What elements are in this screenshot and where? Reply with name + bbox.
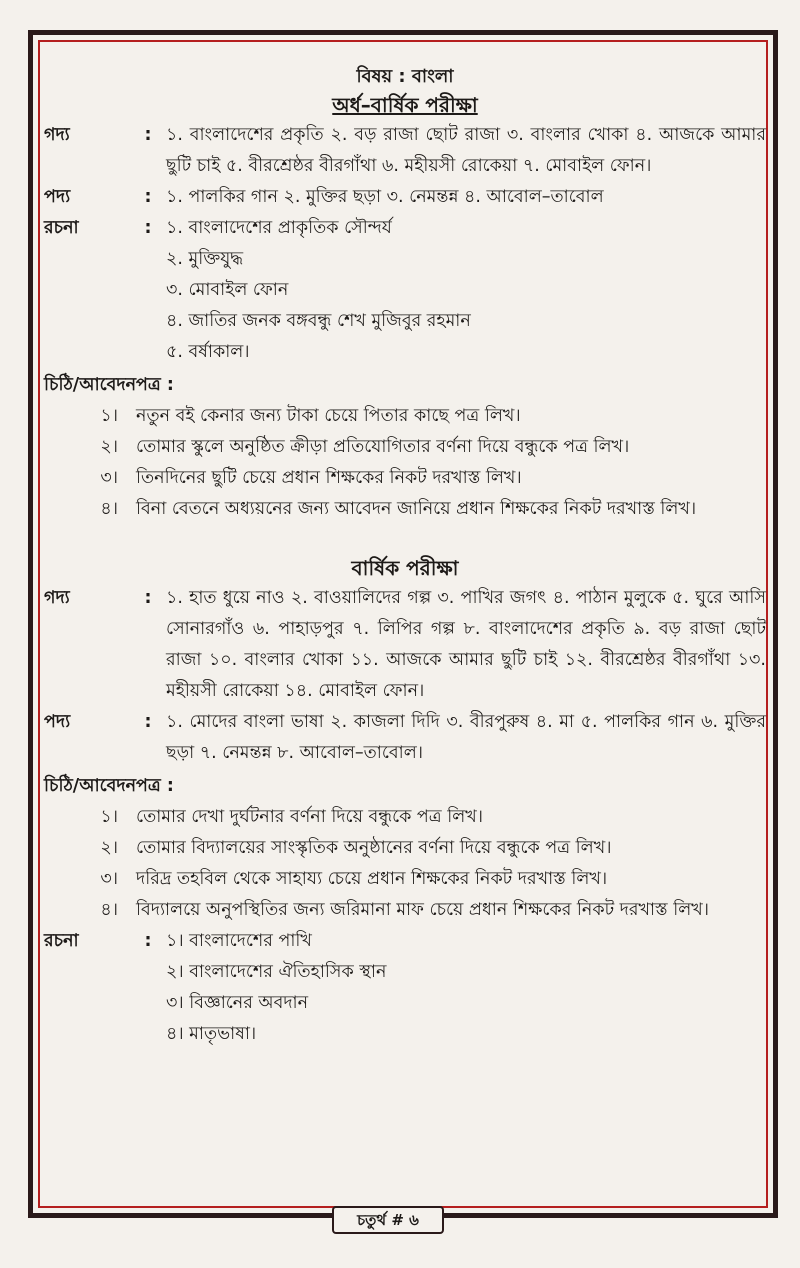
essay-label: রচনা bbox=[44, 218, 79, 238]
item-number: ৩। bbox=[100, 468, 118, 488]
list-item: ৩. মোবাইল ফোন bbox=[166, 280, 289, 300]
poetry-label: পদ্য bbox=[44, 187, 71, 207]
letter-text: বিনা বেতনে অধ্যয়নের জন্য আবেদন জানিয়ে প্রধান শিক্ষকের নিকট দরখাস্ত লিখ। bbox=[136, 499, 697, 519]
yearly-prose bbox=[44, 583, 766, 707]
item-number: ১। bbox=[100, 406, 118, 426]
yearly-poetry bbox=[44, 707, 766, 769]
yearly-title: বার্ষিক পরীক্ষা bbox=[351, 556, 459, 580]
colon: : bbox=[144, 218, 152, 238]
prose-text: ১. হাত ধুয়ে নাও ২. বাওয়ালিদের গল্প ৩. পাখির জগৎ ৪. পাঠান মুলুকে ৫. ঘুরে আসি সোনারগাঁও ৬. পাহাড়পুর ৭. লিপির গল্প ৮. বাংলাদেশের প্রকৃতি ৯. বড় রাজা ছোট রাজা ১০. বাংলার খোকা ১১. আজকে আমার ছুটি চাই ১২. বীরশ্রেষ্ঠর বীরগাঁথা ১৩. মহীয়সী রোকেয়া ১৪. মোবাইল ফোন। bbox=[166, 588, 766, 701]
list-item bbox=[44, 401, 766, 432]
list-item: ৫. বর্ষাকাল। bbox=[166, 342, 250, 362]
letter-text: দরিদ্র তহবিল থেকে সাহায্য চেয়ে প্রধান শিক্ষকের নিকট দরখাস্ত লিখ। bbox=[136, 869, 608, 889]
item-number: ২। bbox=[100, 838, 118, 858]
colon: : bbox=[144, 187, 152, 207]
yearly-essays bbox=[44, 926, 766, 1050]
list-item: ২। বাংলাদেশের ঐতিহাসিক স্থান bbox=[166, 962, 387, 982]
poetry-text: ১. পালকির গান ২. মুক্তির ছড়া ৩. নেমন্তন্ন ৪. আবোল–তাবোল bbox=[166, 187, 604, 207]
letters-heading: চিঠি/আবেদনপত্র : bbox=[44, 375, 174, 395]
list-item: ৪. জাতির জনক বঙ্গবন্ধু শেখ মুজিবুর রহমান bbox=[166, 311, 471, 331]
letter-text: তোমার স্কুলে অনুষ্ঠিত ক্রীড়া প্রতিযোগিতার বর্ণনা দিয়ে বন্ধুকে পত্র লিখ। bbox=[136, 437, 630, 457]
colon: : bbox=[144, 125, 152, 145]
letter-text: তোমার দেখা দুর্ঘটনার বর্ণনা দিয়ে বন্ধুকে পত্র লিখ। bbox=[136, 807, 483, 827]
letter-text: তোমার বিদ্যালয়ের সাংস্কৃতিক অনুষ্ঠানের বর্ণনা দিয়ে বন্ধুকে পত্র লিখ। bbox=[136, 838, 612, 858]
list-item bbox=[44, 833, 766, 864]
half-yearly-essays bbox=[44, 213, 766, 368]
poetry-label: পদ্য bbox=[44, 712, 71, 732]
prose-label: গদ্য bbox=[44, 588, 70, 608]
half-yearly-poetry bbox=[44, 182, 766, 213]
subject-heading: বিষয় : বাংলা bbox=[356, 66, 454, 87]
list-item bbox=[44, 802, 766, 833]
list-item bbox=[44, 895, 766, 926]
half-yearly-title: অর্ধ–বার্ষিক পরীক্ষা bbox=[332, 93, 478, 117]
essay-label: রচনা bbox=[44, 931, 79, 951]
prose-text: ১. বাংলাদেশের প্রকৃতি ২. বড় রাজা ছোট রাজা ৩. বাংলার খোকা ৪. আজকে আমার ছুটি চাই ৫. বীরশ্রেষ্ঠর বীরগাঁথা ৬. মহীয়সী রোকেয়া ৭. মোবাইল ফোন। bbox=[166, 125, 766, 176]
list-item: ১. বাংলাদেশের প্রাকৃতিক সৌন্দর্য bbox=[166, 218, 392, 238]
half-yearly-prose bbox=[44, 120, 766, 182]
essay-list bbox=[166, 926, 766, 1050]
letter-text: তিনদিনের ছুটি চেয়ে প্রধান শিক্ষকের নিকট দরখাস্ত লিখ। bbox=[136, 468, 522, 488]
list-item: ২. মুক্তিযুদ্ধ bbox=[166, 249, 244, 269]
item-number: ৪। bbox=[100, 499, 118, 519]
item-number: ১। bbox=[100, 807, 118, 827]
colon: : bbox=[144, 588, 152, 608]
poetry-text: ১. মোদের বাংলা ভাষা ২. কাজলা দিদি ৩. বীরপুরুষ ৪. মা ৫. পালকির গান ৬. মুক্তির ছড়া ৭. নেমন্তন্ন ৮. আবোল–তাবোল। bbox=[166, 712, 766, 763]
letter-text: নতুন বই কেনার জন্য টাকা চেয়ে পিতার কাছে পত্র লিখ। bbox=[136, 406, 521, 426]
page-number-badge: চতুর্থ # ৬ bbox=[332, 1206, 444, 1234]
list-item bbox=[44, 432, 766, 463]
essay-list bbox=[166, 213, 766, 368]
list-item bbox=[44, 494, 766, 525]
list-item: ১। বাংলাদেশের পাখি bbox=[166, 931, 312, 951]
list-item bbox=[44, 864, 766, 895]
colon: : bbox=[144, 931, 152, 951]
item-number: ২। bbox=[100, 437, 118, 457]
spacer bbox=[44, 525, 766, 553]
list-item: ৪। মাতৃভাষা। bbox=[166, 1024, 257, 1044]
letters-heading: চিঠি/আবেদনপত্র : bbox=[44, 776, 174, 796]
list-item: ৩। বিজ্ঞানের অবদান bbox=[166, 993, 309, 1013]
syllabus-content bbox=[44, 64, 766, 1050]
colon: : bbox=[144, 712, 152, 732]
list-item bbox=[44, 463, 766, 494]
prose-label: গদ্য bbox=[44, 125, 70, 145]
item-number: ৩। bbox=[100, 869, 118, 889]
letter-text: বিদ্যালয়ে অনুপস্থিতির জন্য জরিমানা মাফ চেয়ে প্রধান শিক্ষকের নিকট দরখাস্ত লিখ। bbox=[136, 900, 710, 920]
item-number: ৪। bbox=[100, 900, 118, 920]
